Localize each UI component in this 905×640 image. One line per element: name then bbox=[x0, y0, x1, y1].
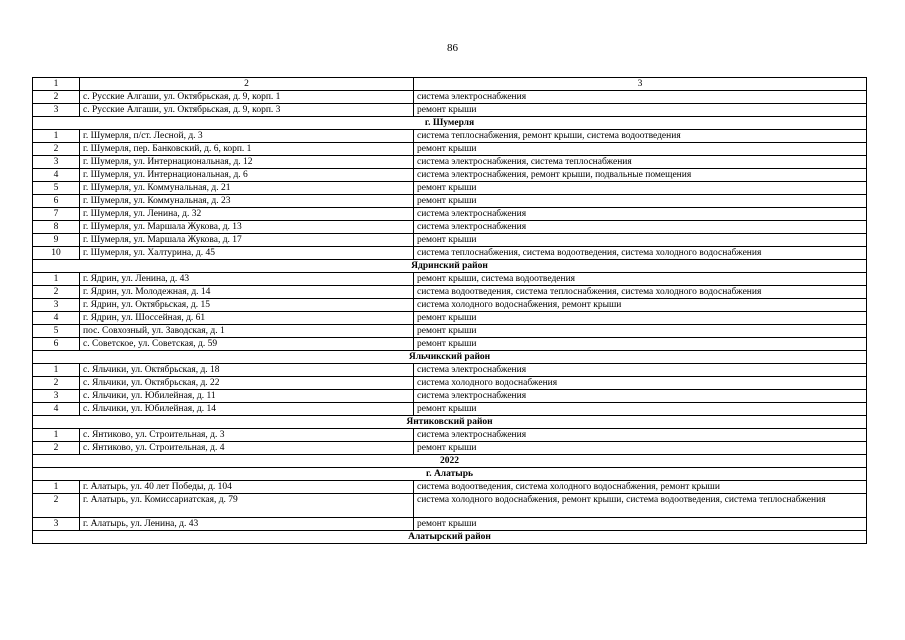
row-works: система электроснабжения bbox=[414, 208, 867, 221]
row-works: ремонт крыши bbox=[414, 234, 867, 247]
row-works: система водоотведения, система теплоснабжения, система холодного водоснабжения bbox=[414, 286, 867, 299]
row-works: ремонт крыши bbox=[414, 195, 867, 208]
table-body bbox=[33, 78, 867, 544]
row-address: г. Ядрин, ул. Молодежная, д. 14 bbox=[80, 286, 414, 299]
row-works: система электроснабжения bbox=[414, 390, 867, 403]
table-row bbox=[33, 481, 867, 494]
table-row bbox=[33, 364, 867, 377]
section-row bbox=[33, 531, 867, 544]
row-number: 3 bbox=[33, 390, 80, 403]
row-works: ремонт крыши bbox=[414, 403, 867, 416]
row-works: ремонт крыши bbox=[414, 143, 867, 156]
row-number: 7 bbox=[33, 208, 80, 221]
row-works: система электроснабжения bbox=[414, 364, 867, 377]
page-number: 86 bbox=[447, 42, 458, 54]
row-number: 3 bbox=[33, 299, 80, 312]
table-row bbox=[33, 390, 867, 403]
table-row bbox=[33, 325, 867, 338]
section-row bbox=[33, 468, 867, 481]
row-works: ремонт крыши bbox=[414, 104, 867, 117]
row-works: система электроснабжения, система теплоснабжения bbox=[414, 156, 867, 169]
section-title: г. Шумерля bbox=[33, 117, 867, 130]
row-number: 1 bbox=[33, 273, 80, 286]
row-address: с. Советское, ул. Советская, д. 59 bbox=[80, 338, 414, 351]
table-row bbox=[33, 195, 867, 208]
section-title: Янтиковский район bbox=[33, 416, 867, 429]
row-works: ремонт крыши bbox=[414, 518, 867, 531]
table-row bbox=[33, 377, 867, 390]
row-address: г. Шумерля, пер. Банковский, д. 6, корп. 1 bbox=[80, 143, 414, 156]
section-title: Ядринский район bbox=[33, 260, 867, 273]
table-row bbox=[33, 312, 867, 325]
section-row bbox=[33, 455, 867, 468]
row-number: 2 bbox=[33, 91, 80, 104]
row-address: г. Шумерля, ул. Маршала Жукова, д. 17 bbox=[80, 234, 414, 247]
row-address: с. Яльчики, ул. Октябрьская, д. 18 bbox=[80, 364, 414, 377]
row-number: 8 bbox=[33, 221, 80, 234]
table-row bbox=[33, 299, 867, 312]
table-row bbox=[33, 104, 867, 117]
row-address: г. Шумерля, п/ст. Лесной, д. 3 bbox=[80, 130, 414, 143]
section-row bbox=[33, 260, 867, 273]
row-address: г. Шумерля, ул. Интернациональная, д. 12 bbox=[80, 156, 414, 169]
table-row bbox=[33, 221, 867, 234]
row-number: 2 bbox=[33, 494, 80, 518]
row-address: г. Ядрин, ул. Шоссейная, д. 61 bbox=[80, 312, 414, 325]
row-number: 2 bbox=[33, 377, 80, 390]
table-row bbox=[33, 208, 867, 221]
row-address: г. Шумерля, ул. Коммунальная, д. 23 bbox=[80, 195, 414, 208]
section-title: 2022 bbox=[33, 455, 867, 468]
table-row bbox=[33, 156, 867, 169]
table-row bbox=[33, 286, 867, 299]
row-address: с. Яльчики, ул. Юбилейная, д. 11 bbox=[80, 390, 414, 403]
row-number: 6 bbox=[33, 195, 80, 208]
row-number: 2 bbox=[33, 143, 80, 156]
table-row bbox=[33, 442, 867, 455]
row-address: г. Алатырь, ул. 40 лет Победы, д. 104 bbox=[80, 481, 414, 494]
row-number: 4 bbox=[33, 312, 80, 325]
header-col-works: 3 bbox=[414, 78, 867, 91]
row-address: г. Алатырь, ул. Комиссариатская, д. 79 bbox=[80, 494, 414, 518]
section-row bbox=[33, 117, 867, 130]
row-works: ремонт крыши bbox=[414, 338, 867, 351]
header-col-num: 1 bbox=[33, 78, 80, 91]
row-number: 2 bbox=[33, 286, 80, 299]
row-address: г. Алатырь, ул. Ленина, д. 43 bbox=[80, 518, 414, 531]
row-works: система электроснабжения, ремонт крыши, подвальные помещения bbox=[414, 169, 867, 182]
row-works: система теплоснабжения, система водоотведения, система холодного водоснабжения bbox=[414, 247, 867, 260]
table-row bbox=[33, 91, 867, 104]
row-number: 4 bbox=[33, 403, 80, 416]
row-number: 4 bbox=[33, 169, 80, 182]
row-address: с. Янтиково, ул. Строительная, д. 3 bbox=[80, 429, 414, 442]
row-address: с. Яльчики, ул. Октябрьская, д. 22 bbox=[80, 377, 414, 390]
row-address: с. Яльчики, ул. Юбилейная, д. 14 bbox=[80, 403, 414, 416]
row-number: 2 bbox=[33, 442, 80, 455]
row-works: система холодного водоснабжения, ремонт крыши bbox=[414, 299, 867, 312]
row-address: г. Шумерля, ул. Интернациональная, д. 6 bbox=[80, 169, 414, 182]
row-address: г. Шумерля, ул. Коммунальная, д. 21 bbox=[80, 182, 414, 195]
row-number: 3 bbox=[33, 518, 80, 531]
table-row bbox=[33, 403, 867, 416]
table-row bbox=[33, 234, 867, 247]
section-title: г. Алатырь bbox=[33, 468, 867, 481]
row-number: 10 bbox=[33, 247, 80, 260]
row-number: 5 bbox=[33, 182, 80, 195]
row-works: ремонт крыши bbox=[414, 182, 867, 195]
header-col-address: 2 bbox=[80, 78, 414, 91]
table-row bbox=[33, 143, 867, 156]
row-works: ремонт крыши bbox=[414, 312, 867, 325]
table-row bbox=[33, 169, 867, 182]
row-number: 3 bbox=[33, 104, 80, 117]
section-row bbox=[33, 351, 867, 364]
row-address: пос. Совхозный, ул. Заводская, д. 1 bbox=[80, 325, 414, 338]
row-number: 1 bbox=[33, 429, 80, 442]
row-address: г. Шумерля, ул. Халтурина, д. 45 bbox=[80, 247, 414, 260]
row-works: система электроснабжения bbox=[414, 221, 867, 234]
row-address: с. Русские Алгаши, ул. Октябрьская, д. 9, корп. 1 bbox=[80, 91, 414, 104]
row-works: ремонт крыши bbox=[414, 325, 867, 338]
row-works: система водоотведения, система холодного водоснабжения, ремонт крыши bbox=[414, 481, 867, 494]
table-row bbox=[33, 130, 867, 143]
row-works: ремонт крыши bbox=[414, 442, 867, 455]
row-address: г. Ядрин, ул. Октябрьская, д. 15 bbox=[80, 299, 414, 312]
row-number: 1 bbox=[33, 481, 80, 494]
section-title: Алатырский район bbox=[33, 531, 867, 544]
row-works: ремонт крыши, система водоотведения bbox=[414, 273, 867, 286]
table-row bbox=[33, 273, 867, 286]
row-number: 5 bbox=[33, 325, 80, 338]
table-row bbox=[33, 518, 867, 531]
row-address: г. Ядрин, ул. Ленина, д. 43 bbox=[80, 273, 414, 286]
table-row bbox=[33, 182, 867, 195]
row-address: г. Шумерля, ул. Маршала Жукова, д. 13 bbox=[80, 221, 414, 234]
row-works: система теплоснабжения, ремонт крыши, система водоотведения bbox=[414, 130, 867, 143]
row-number: 1 bbox=[33, 364, 80, 377]
row-address: с. Русские Алгаши, ул. Октябрьская, д. 9, корп. 3 bbox=[80, 104, 414, 117]
section-row bbox=[33, 416, 867, 429]
row-works: система холодного водоснабжения bbox=[414, 377, 867, 390]
row-number: 1 bbox=[33, 130, 80, 143]
works-table bbox=[32, 77, 867, 544]
row-works: система электроснабжения bbox=[414, 429, 867, 442]
row-number: 9 bbox=[33, 234, 80, 247]
section-title: Яльчикский район bbox=[33, 351, 867, 364]
row-address: г. Шумерля, ул. Ленина, д. 32 bbox=[80, 208, 414, 221]
table-row bbox=[33, 247, 867, 260]
table-row bbox=[33, 429, 867, 442]
row-works: система холодного водоснабжения, ремонт крыши, система водоотведения, система теплоснабжения bbox=[414, 494, 867, 518]
row-address: с. Янтиково, ул. Строительная, д. 4 bbox=[80, 442, 414, 455]
table-row bbox=[33, 338, 867, 351]
row-number: 6 bbox=[33, 338, 80, 351]
table-row bbox=[33, 494, 867, 518]
table-header-row bbox=[33, 78, 867, 91]
row-works: система электроснабжения bbox=[414, 91, 867, 104]
row-number: 3 bbox=[33, 156, 80, 169]
